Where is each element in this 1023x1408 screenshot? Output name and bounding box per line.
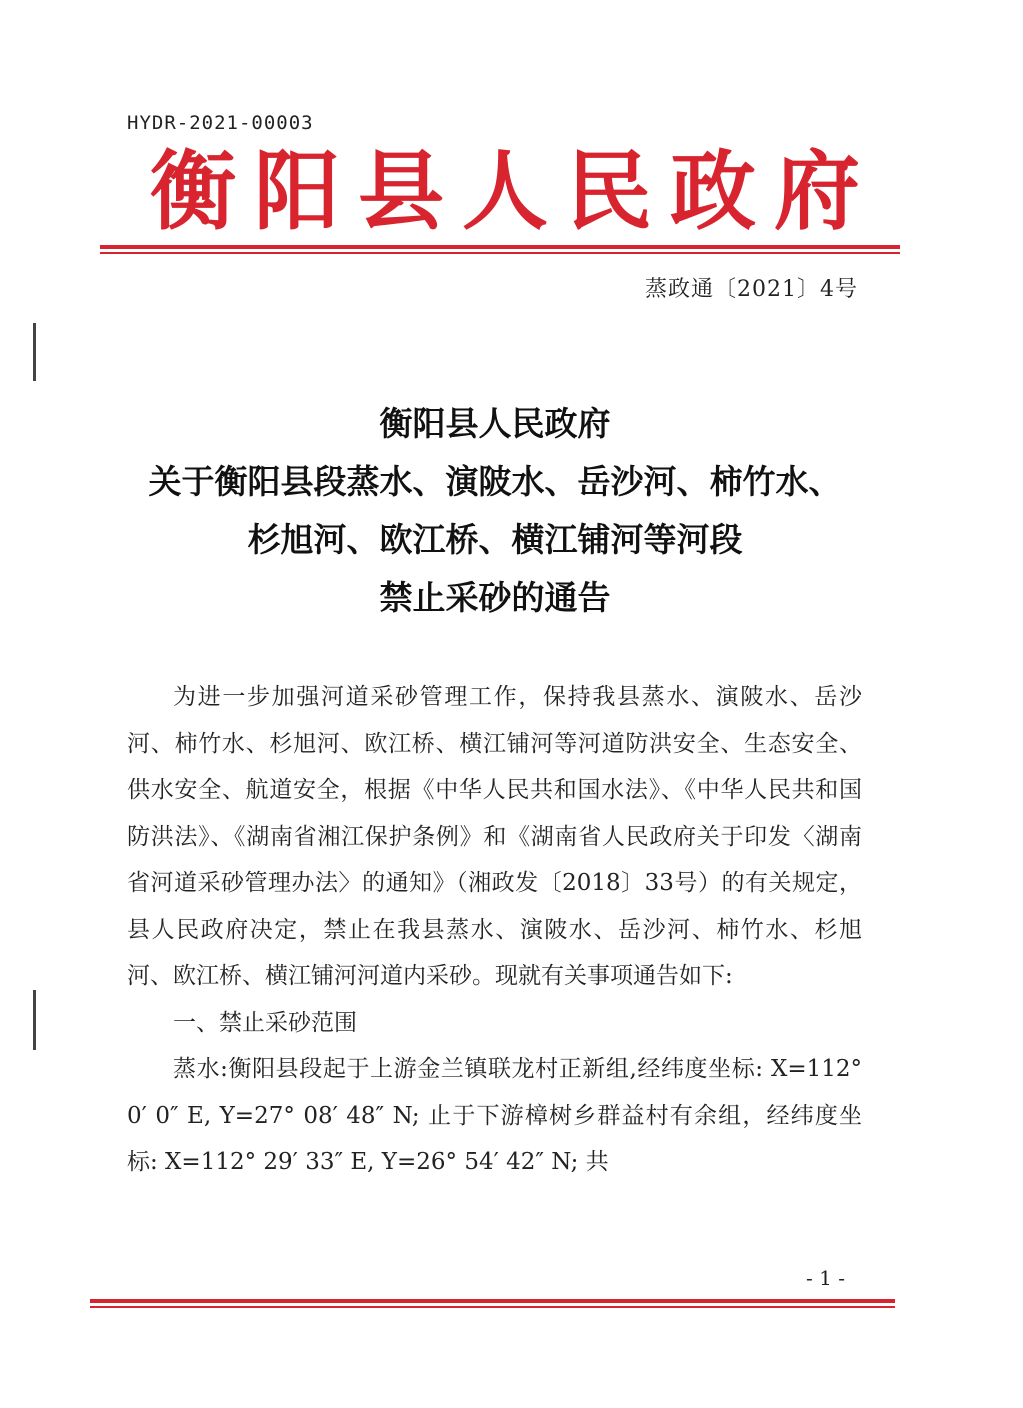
section-heading: 一、禁止采砂范围 [173,1009,357,1036]
masthead-char: 民 [566,141,652,242]
masthead-char: 政 [670,141,756,242]
masthead-rule-thin [100,252,900,254]
title-line: 关于衡阳县段蒸水、演陂水、岳沙河、柿竹水、 [148,462,842,501]
masthead-char: 人 [462,141,548,242]
document-id: HYDR-2021-00003 [127,112,314,134]
masthead-char: 阳 [254,141,340,242]
title-line: 禁止采砂的通告 [379,578,611,617]
title-line: 杉旭河、欧江桥、横江铺河等河段 [247,520,743,559]
title-line: 衡阳县人民政府 [379,404,611,443]
binding-mark [33,323,36,381]
section-paragraph: 蒸水:衡阳县段起于上游金兰镇联龙村正新组,经纬度坐标: X=112° 0′ 0″ E, Y=27° 08′ 48″ N; 止于下游樟树乡群益村有余组，经纬度坐标: X=112° 29′ 33″ E, Y=26° 54′ 42″ N; 共 [127,1056,862,1175]
binding-mark [33,990,36,1050]
notice-body [127,674,862,1186]
masthead-char: 府 [774,141,860,242]
document-number: 蒸政通〔2021〕4号 [645,277,858,302]
footer-rule-thin [90,1306,895,1308]
masthead-title [150,142,860,242]
masthead-char: 县 [358,141,444,242]
masthead-rule-thick [100,245,900,249]
masthead-char: 衡 [150,141,236,242]
page-number: - 1 - [806,1266,845,1290]
footer-rule-thick [90,1299,895,1303]
notice-title [100,395,890,627]
intro-paragraph: 为进一步加强河道采砂管理工作，保持我县蒸水、演陂水、岳沙河、柿竹水、杉旭河、欧江桥、横江铺河等河道防洪安全、生态安全、供水安全、航道安全，根据《中华人民共和国水法》、《中华人民共和国防洪法》、《湖南省湘江保护条例》和《湖南省人民政府关于印发〈湖南省河道采砂管理办法〉的通知》（湘政发〔2018〕33号）的有关规定，县人民政府决定，禁止在我县蒸水、演陂水、岳沙河、柿竹水、杉旭河、欧江桥、横江铺河河道内采砂。现就有关事项通告如下: [127,684,862,989]
